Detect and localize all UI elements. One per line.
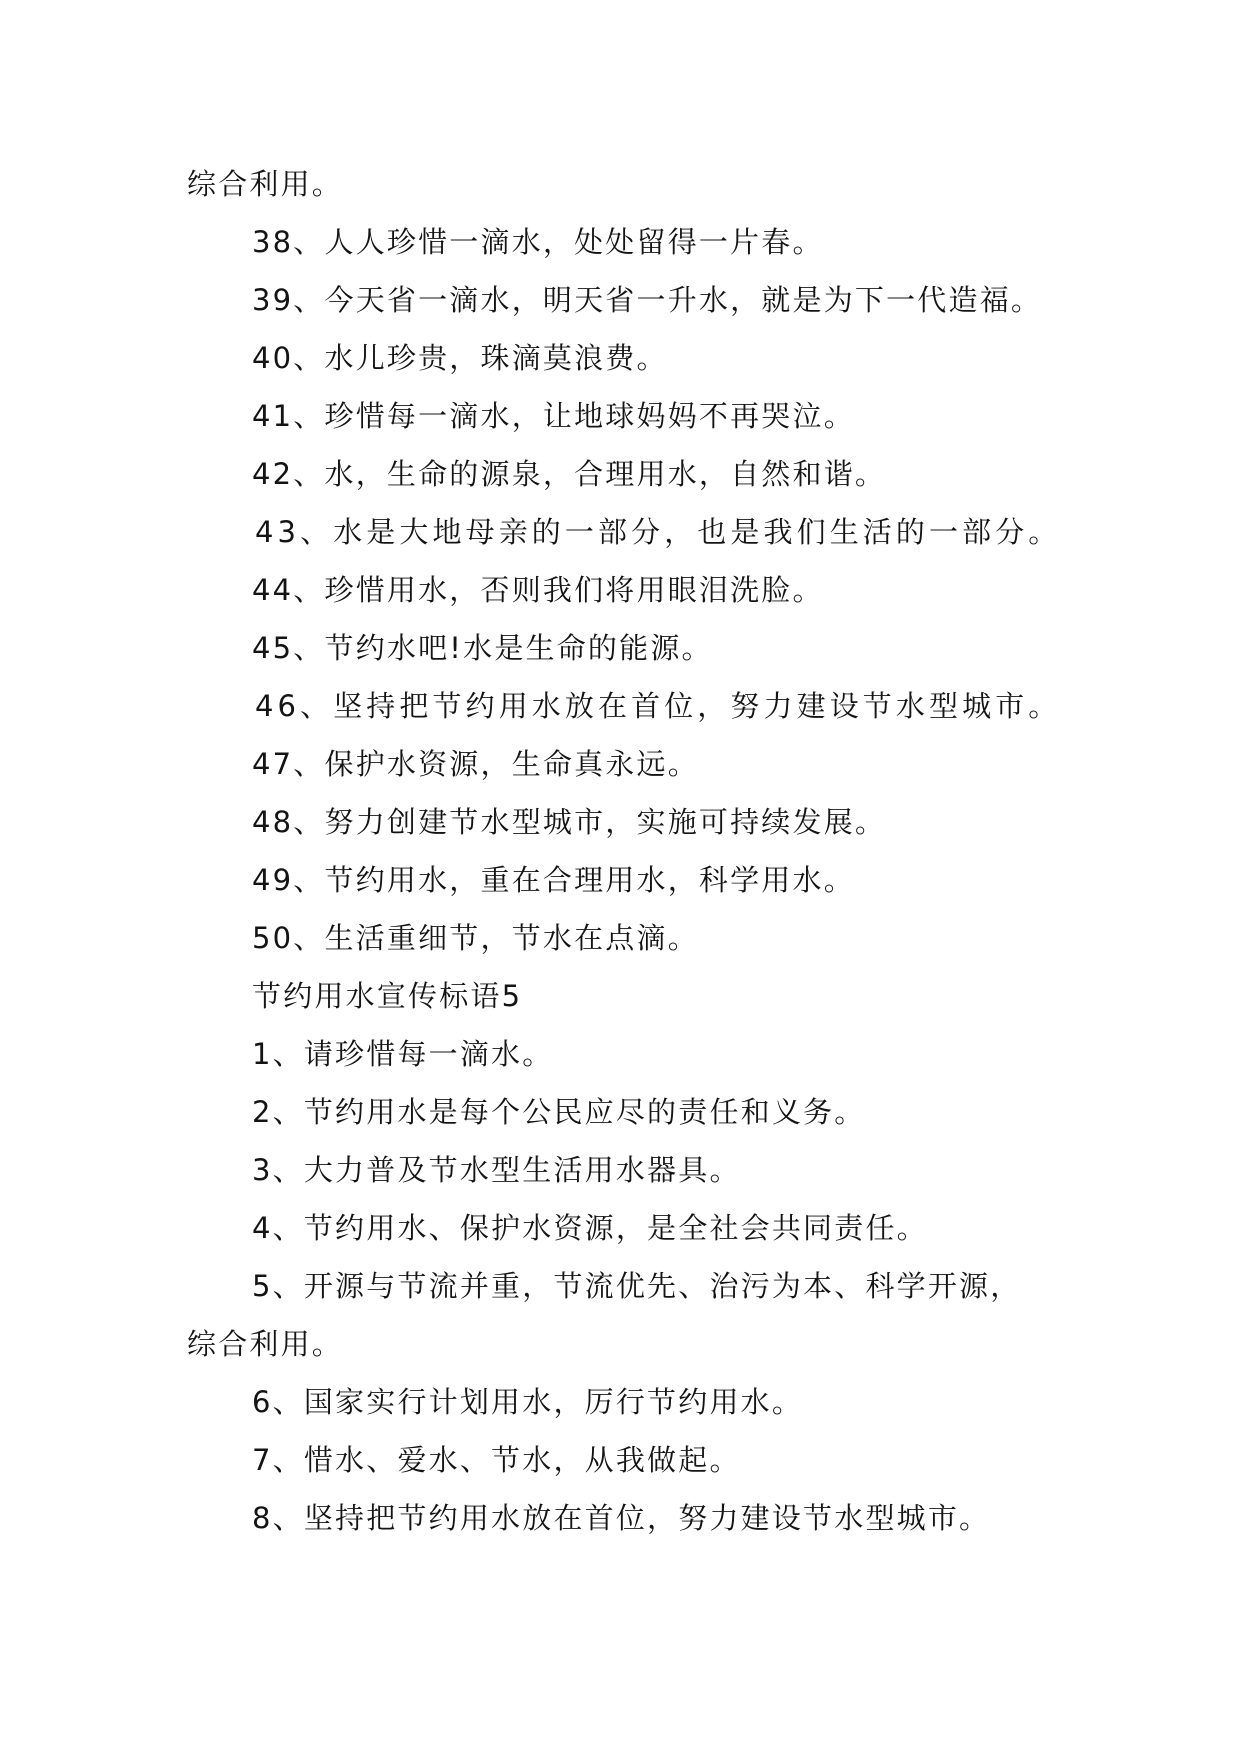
- slogan-item-43: 43、水是大地母亲的一部分，也是我们生活的一部分。: [255, 515, 1062, 549]
- slogan-item-4: 4、节约用水、保护水资源，是全社会共同责任。: [252, 1211, 928, 1245]
- slogan-item-41: 41、珍惜每一滴水，让地球妈妈不再哭泣。: [252, 399, 855, 433]
- slogan-item-5-continuation: 综合利用。: [187, 1327, 344, 1361]
- slogan-item-49: 49、节约用水，重在合理用水，科学用水。: [252, 863, 855, 897]
- slogan-item-48: 48、努力创建节水型城市，实施可持续发展。: [252, 805, 887, 839]
- slogan-item-44: 44、珍惜用水，否则我们将用眼泪洗脸。: [252, 573, 824, 607]
- slogan-item-46: 46、坚持把节约用水放在首位，努力建设节水型城市。: [255, 689, 1062, 723]
- slogan-item-8: 8、坚持把节约用水放在首位，努力建设节水型城市。: [252, 1501, 991, 1535]
- slogan-item-7: 7、惜水、爱水、节水，从我做起。: [252, 1443, 741, 1477]
- slogan-item-1: 1、请珍惜每一滴水。: [252, 1037, 554, 1071]
- slogan-item-3: 3、大力普及节水型生活用水器具。: [252, 1153, 741, 1187]
- slogan-item-38: 38、人人珍惜一滴水，处处留得一片春。: [252, 225, 824, 259]
- section-heading: 节约用水宣传标语5: [252, 979, 523, 1013]
- slogan-item-50: 50、生活重细节，节水在点滴。: [252, 921, 699, 955]
- paragraph-continuation: 综合利用。: [187, 167, 344, 201]
- slogan-item-45: 45、节约水吧!水是生命的能源。: [252, 631, 713, 665]
- slogan-item-2: 2、节约用水是每个公民应尽的责任和义务。: [252, 1095, 866, 1129]
- slogan-item-6: 6、国家实行计划用水，厉行节约用水。: [252, 1385, 804, 1419]
- slogan-item-47: 47、保护水资源，生命真永远。: [252, 747, 699, 781]
- slogan-item-42: 42、水，生命的源泉，合理用水，自然和谐。: [252, 457, 887, 491]
- slogan-item-40: 40、水儿珍贵，珠滴莫浪费。: [252, 341, 668, 375]
- slogan-item-5: 5、开源与节流并重，节流优先、治污为本、科学开源，: [252, 1269, 1022, 1303]
- slogan-item-39: 39、今天省一滴水，明天省一升水，就是为下一代造福。: [252, 283, 1043, 317]
